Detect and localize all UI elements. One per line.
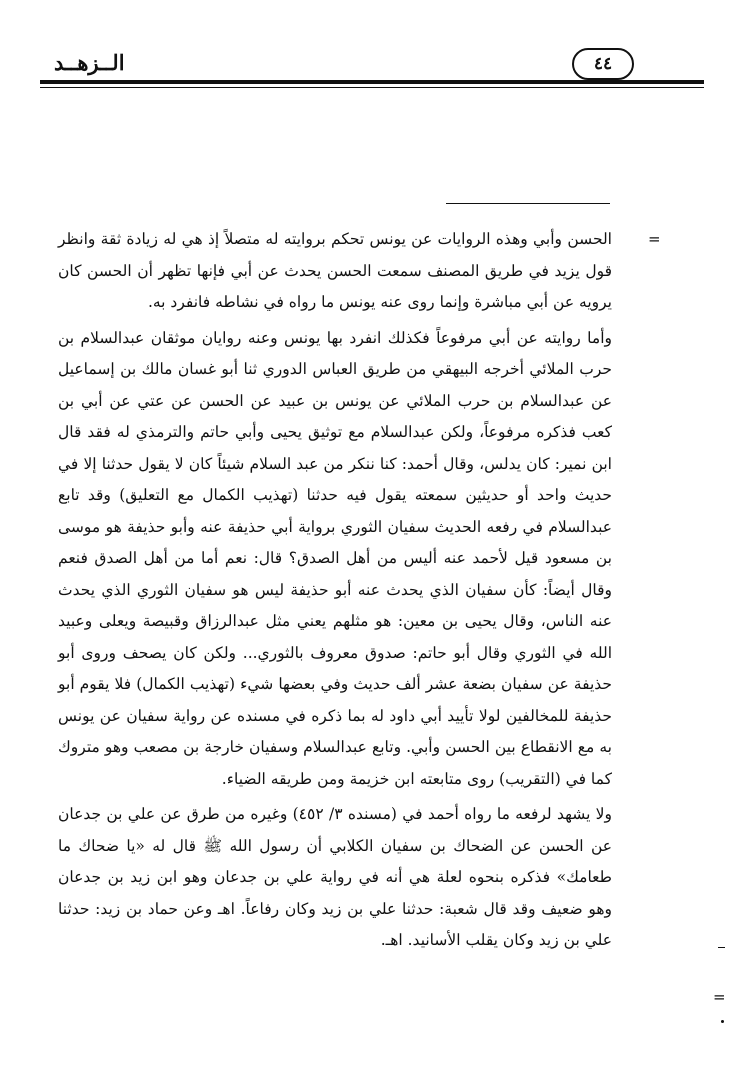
header-rule-thin xyxy=(40,87,704,88)
footnote-body xyxy=(58,224,612,957)
continuation-mark-bottom: = xyxy=(713,988,726,1006)
page-number: ٤٤ xyxy=(572,48,634,80)
continuation-mark-top: = xyxy=(648,230,661,248)
running-title: الــزهــد xyxy=(54,50,125,75)
margin-dot xyxy=(721,1020,724,1023)
paragraph-3: ولا يشهد لرفعه ما رواه أحمد في (مسنده ٣/ ٤٥٢) وغيره من طرق عن علي بن جدعان عن الحسن عن الضحاك بن سفيان الكلابي أن رسول الله ﷺ قال له «يا ضحاك ما طعامك» فذكره بنحوه لعلة هي أنه في رواية علي بن جدعان وهو ابن زيد بن جدعان وهو ضعيف وقد قال شعبة: حدثنا علي بن زيد وكان رفاعاً. اهـ وعن حماد بن زيد: حدثنا علي بن زيد وكان يقلب الأسانيد. اهـ. xyxy=(58,805,613,949)
footnote-separator xyxy=(446,203,610,204)
paragraph-1: الحسن وأبي وهذه الروايات عن يونس تحكم بروايته له متصلاً إذ هي له زيادة ثقة وانظر قول يزيد في طريق المصنف سمعت الحسن يحدث عن أبي فإنها تظهر أن الحسن كان يرويه عن أبي مباشرة وإنما روى عنه يونس ما رواه في نشاطه فانفرد به. xyxy=(58,230,612,311)
page-header xyxy=(40,46,704,92)
header-rule-thick xyxy=(40,80,704,84)
paragraph-2: وأما روايته عن أبي مرفوعاً فكذلك انفرد بها يونس وعنه روايان موثقان عبدالسلام بن حرب الملائي أخرجه البيهقي من طريق العباس الدوري ثنا أبو غسان مالك بن إسماعيل عن عبدالسلام بن حرب الملائي عن يونس بن عبيد عن الحسن عن عتي عن أبي بن كعب فذكره مرفوعاً، ولكن عبدالسلام مع توثيق يحيى وأبي حاتم والترمذي له فقد قال ابن نمير: كان يدلس، وقال أحمد: كنا ننكر من عبد السلام شيئاً كان لا يقول حدثنا إلا في حديث واحد أو حديثين سمعته يقول فيه حدثنا (تهذيب الكمال مع التعليق) وقد تابع عبدالسلام في رفعه الحديث سفيان الثوري برواية أبي حذيفة عنه وأبو حذيفة هو موسى بن مسعود قيل لأحمد عنه أليس من أهل الصدق؟ قال: نعم أما من أهل الصدق فنعم وقال أيضاً: كأن سفيان الذي يحدث عنه أبو حذيفة ليس هو سفيان الثوري الذي يحدث عنه الناس، وقال يحيى بن معين: هو مثلهم يعني مثل عبدالرزاق وقبيصة ويعلى وعبيد الله في الثوري وقال أبو حاتم: صدوق معروف بالثوري... ولكن كان يصحف وروى أبو حذيفة عن سفيان بضعة عشر ألف حديث وفي بعضها شيء (تهذيب الكمال) فلا يقوم أبو حذيفة للمخالفين لولا تأييد أبي داود له بما ذكره في مسنده عن رواية سفيان عن يونس به مع الانقطاع بين الحسن وأبي. وتابع عبدالسلام وسفيان خارجة بن مصعب وهو متروك كما في (التقريب) روى متابعته ابن خزيمة ومن طريقه الضياء. xyxy=(58,328,612,788)
margin-dash xyxy=(718,947,725,948)
